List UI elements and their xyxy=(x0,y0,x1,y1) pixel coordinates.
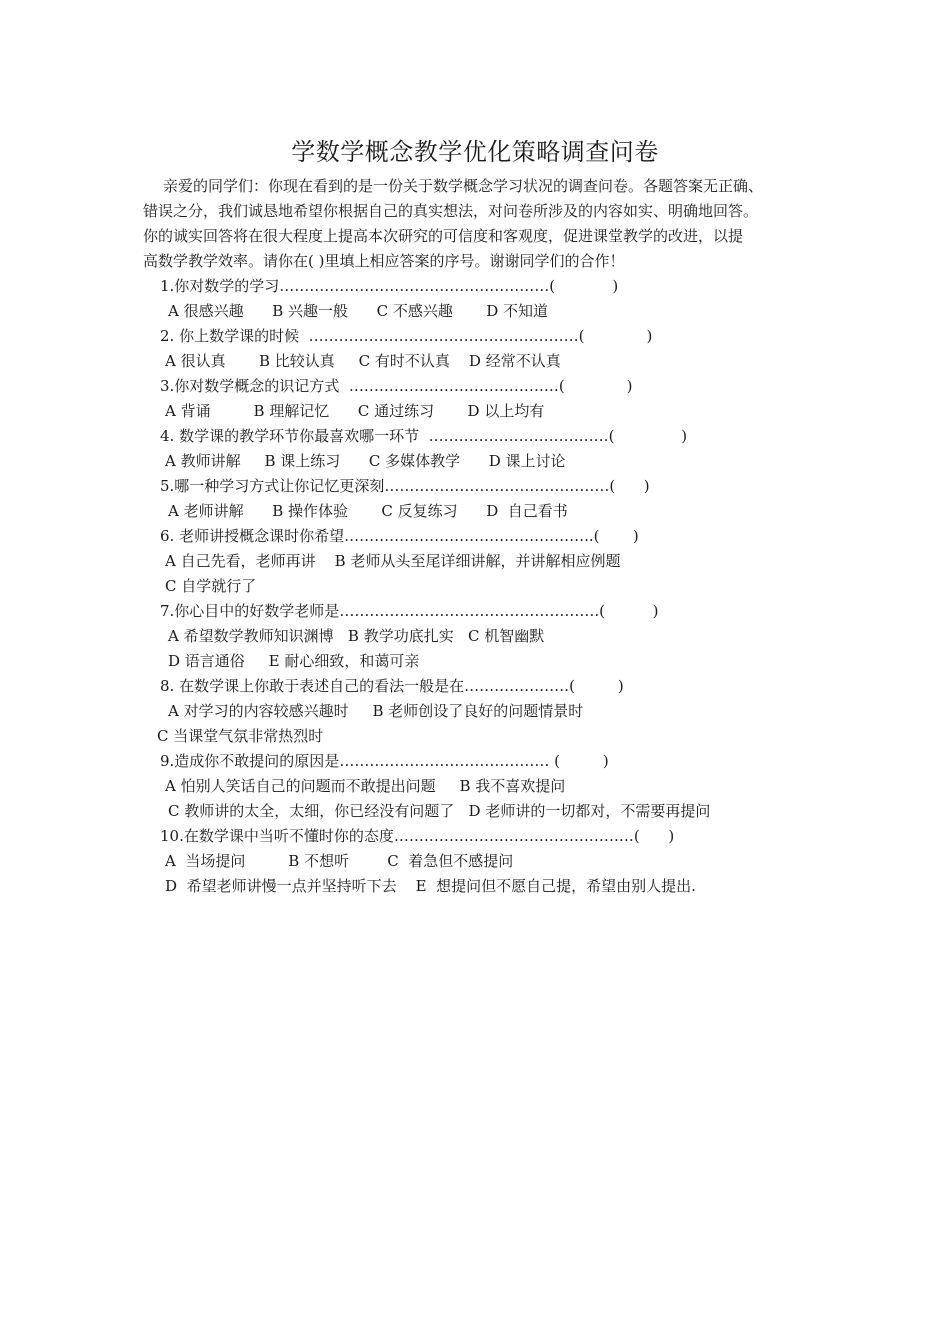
question-5-options: A 老师讲解 B 操作体验 C 反复练习 D 自己看书 xyxy=(168,502,568,520)
question-1: 1.你对数学的学习………………………………………………( ) xyxy=(160,277,619,295)
question-5: 5.哪一种学习方式让你记忆更深刻………………………………………( ) xyxy=(160,477,650,495)
page-title: 学数学概念教学优化策略调查问卷 xyxy=(291,138,659,166)
question-7-options: A 希望数学教师知识渊博 B 教学功底扎实 C 机智幽默 xyxy=(168,627,545,645)
question-6-options: A 自己先看，老师再讲 B 老师从头至尾详细讲解，并讲解相应例题 xyxy=(165,552,621,570)
question-10-options: A 当场提问 B 不想听 C 着急但不感提问 xyxy=(165,852,514,870)
question-10: 10.在数学课中当听不懂时你的态度…………………………………………( ) xyxy=(160,827,675,845)
intro-line: 高数学教学效率。请你在( )里填上相应答案的序号。谢谢同学们的合作！ xyxy=(143,252,625,270)
question-7-options: D 语言通俗 E 耐心细致，和蔼可亲 xyxy=(168,652,420,670)
question-2: 2. 你上数学课的时候 ………………………………………………( ) xyxy=(160,327,653,345)
question-4-options: A 教师讲解 B 课上练习 C 多媒体教学 D 课上讨论 xyxy=(165,452,566,470)
question-4: 4. 数学课的教学环节你最喜欢哪一环节 ………………………………( ) xyxy=(160,427,688,445)
intro-paragraph xyxy=(143,174,823,274)
question-9: 9.造成你不敢提问的原因是…………………………………… ( ) xyxy=(160,752,609,770)
question-8: 8. 在数学课上你敢于表述自己的看法一般是在…………………( ) xyxy=(160,677,624,695)
question-2-options: A 很认真 B 比较认真 C 有时不认真 D 经常不认真 xyxy=(165,352,561,370)
intro-line: 你的诚实回答将在很大程度上提高本次研究的可信度和客观度，促进课堂教学的改进，以提 xyxy=(143,227,744,245)
question-8-options: A 对学习的内容较感兴趣时 B 老师创设了良好的问题情景时 xyxy=(168,702,584,720)
question-8-options: C 当课堂气氛非常热烈时 xyxy=(157,727,324,745)
question-1-options: A 很感兴趣 B 兴趣一般 C 不感兴趣 D 不知道 xyxy=(168,302,549,320)
question-6: 6. 老师讲授概念课时你希望…………………………………………..( ) xyxy=(160,527,639,545)
intro-line: 亲爱的同学们：你现在看到的是一份关于数学概念学习状况的调查问卷。各题答案无正确、 xyxy=(163,177,764,195)
question-9-options: A 怕别人笑话自己的问题而不敢提出问题 B 我不喜欢提问 xyxy=(165,777,566,795)
question-3-options: A 背诵 B 理解记忆 C 通过练习 D 以上均有 xyxy=(165,402,545,420)
question-3: 3.你对数学概念的识记方式 ……………………………………( ) xyxy=(160,377,633,395)
question-6-options: C 自学就行了 xyxy=(165,577,257,595)
question-9-options: C 教师讲的太全，太细，你已经没有问题了 D 老师讲的一切都对，不需要再提问 xyxy=(168,802,711,820)
intro-line: 错误之分，我们诚恳地希望你根据自己的真实想法，对问卷所涉及的内容如实、明确地回答。 xyxy=(143,202,759,220)
question-10-options: D 希望老师讲慢一点并坚持听下去 E 想提问但不愿自己提，希望由别人提出. xyxy=(165,877,696,895)
question-7: 7.你心目中的好数学老师是…………………………………………….( ) xyxy=(160,602,659,620)
